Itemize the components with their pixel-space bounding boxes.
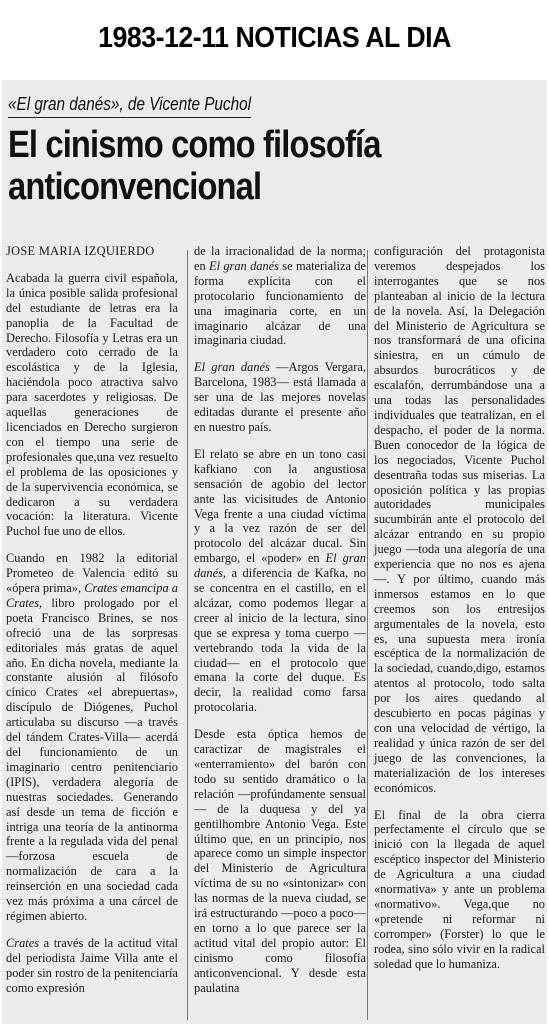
article-column-2 [194, 244, 366, 996]
text-run: , a diferencia de Kafka, no se concentra en el castillo, en el alcázar, como podemos llegar a creer al inicio de la lectura, sino que se expresa y toma cuerpo —vertebrando toda la vida de la ciudad— en el protocolo que emana la corte del duque. Es decir, la realidad como farsa protocolaria. [194, 566, 366, 715]
paragraph [194, 244, 366, 348]
book-title: El gran danés [209, 258, 279, 273]
text-run: a través de la actitud vital del periodista Jaime Villa ante el poder sin rostro de la penitenciaría como expresión [6, 935, 178, 995]
paragraph: Acabada la guerra civil española, la única posible salida profesional del estudiante de letras era la panoplia de la Facultad de Derecho. Filosofía y Letras era un verdadero coto cerrado de la escolástica y de la Iglesia, haciéndola poco atractiva salvo para sacerdotes y religiosas. De aquellas generaciones de licenciados en Derecho surgieron con el tiempo una serie de profesionales que,una vez resuelto el problema de las oposiciones y de la supervivencia económica, se dedicaron a su verdadera vocación: la literatura. Vicente Puchol fue uno de ellos. [6, 270, 178, 539]
paragraph [194, 360, 366, 435]
newspaper-clipping [2, 80, 547, 1024]
paragraph: El final de la obra cierra perfectamente el círculo que se inició con la llegada de aquel escéptico inspector del Ministerio de Agricultura a una ciudad «normativa» y ante un problema «normativo». Vega,que no «pretende ni reformar ni corromper» (Forster) lo que le rodea, sino sólo vivir en la radical soledad que lo humaniza. [374, 807, 545, 971]
book-title: El gran danés [194, 360, 270, 375]
headline-line-1: El cinismo como filosofía [8, 124, 381, 166]
text-run: —Argos Vergara, Barcelona, 1983— está llamada a ser una de las mejores novelas editadas durante el presente año en nuestro país. [194, 360, 366, 434]
article-column-3 [374, 244, 545, 972]
column-divider [367, 250, 368, 1020]
text-run: , libro prologado por el poeta Francisco Brines, se nos ofreció una de las sorpresas editoriales más gratas de aquel año. En dicha novela, mediante la constante alusión al filósofo cínico Crates «el abrepuertas», discípulo de Diógenes, Puchol articulaba su discurso —a través del tándem Crates-Villa— acerdá del funcionamiento de un imaginario centro penitenciario (IPIS), verdadera alegoría de nuestras sociedades. Generando así desde un tema de ficción e intriga una teoría de la antinorma frente a la regulada vida del penal —forzosa escuela de normalización de cara a la reinserción en una sociedad cada vez más próxima a una cárcel de régimen abierto. [6, 595, 178, 923]
book-title: El gran danés [194, 551, 366, 581]
text-run: Cuando en 1982 la editorial Prometeo de Valencia editó su «ópera prima», [6, 551, 178, 596]
column-divider [187, 250, 188, 1020]
book-title: Crates emancipa a Crates [6, 581, 178, 610]
headline-line-2: anticonvencional [8, 166, 262, 208]
text-run: El relato se abre en un tono casi kafkiano con la angustiosa sensación de agobio del lector ante las vicisitudes de Antonio Vega frente a una ciudad víctima y a la vez razón de ser del protocolo del alcázar ducal. Sin embargo, el «poder» en [194, 446, 366, 566]
paragraph: configuración del protagonista veremos despejados los interrogantes que se nos planteaban al inicio de la lectura de la novela. Así, la Delegación del Ministerio de Agricultura se nos transformará de una oficina siniestra, en un cúmulo de absurdos burocráticos y de escalafón, derrumbándose una a una todas las personalidades individuales que teatralizan, en el despacho, el poder de la norma. Buen conocedor de la lógica de los negociados, Vicente Puchol desentraña todas sus miserias. La oposición política y las propias autoridades municipales sucumbirán ante el protocolo del alcázar entrando en su propio juego —toda una alegoría de una experiencia que no nos es ajena—. Y por último, cuando más inmersos estamos en lo que creemos son los entresijos argumentales de la novela, esto es, una supuesta mera ironía escéptica de la normalización de la sociedad, cuando,digo, estamos atentos al protocolo, todo salta por los aires quedando al descubierto en pocas páginas y con una velocidad de vértigo, la realidad y única razón de ser del juego de las convenciones, la materialización de los intereses económicos. [374, 244, 545, 795]
paragraph [6, 551, 178, 924]
byline: JOSE MARIA IZQUIERDO [6, 244, 155, 258]
article-column-1 [6, 244, 178, 996]
article-headline [8, 124, 472, 208]
article-kicker: «El gran danés», de Vicente Puchol [8, 94, 251, 118]
paragraph [6, 936, 178, 996]
paragraph: Desde esta óptica hemos de caractizar de magistrales el «enterramiento» del barón con todo su sentido dramático o la relación —profúndamente sensual— de la duquesa y del ya gentilhombre Antonio Vega. Este último que, en un principio, nos aparece como un simple inspector del Ministerio de Agricultura víctima de su no «sintonizar» con las normas de la nueva ciudad, se irá estructurando —poco a poco— en torno a lo que parece ser la actitud vital del propio autor: El cinismo como filosofía anticonvencional. Y desde esta paulatina [194, 727, 366, 995]
date-banner [0, 0, 549, 80]
text-run: se materializa de forma explícita con el protocolario funcionamiento de una imaginaria corte, en un imaginario alcázar de una imaginaria ciudad. [194, 258, 366, 348]
text-run: de la irracionalidad de la norma; en [194, 244, 366, 273]
paragraph [194, 447, 366, 715]
banner-title: 1983-12-11 NOTICIAS AL DIA [98, 22, 451, 54]
book-title: Crates [6, 935, 40, 950]
